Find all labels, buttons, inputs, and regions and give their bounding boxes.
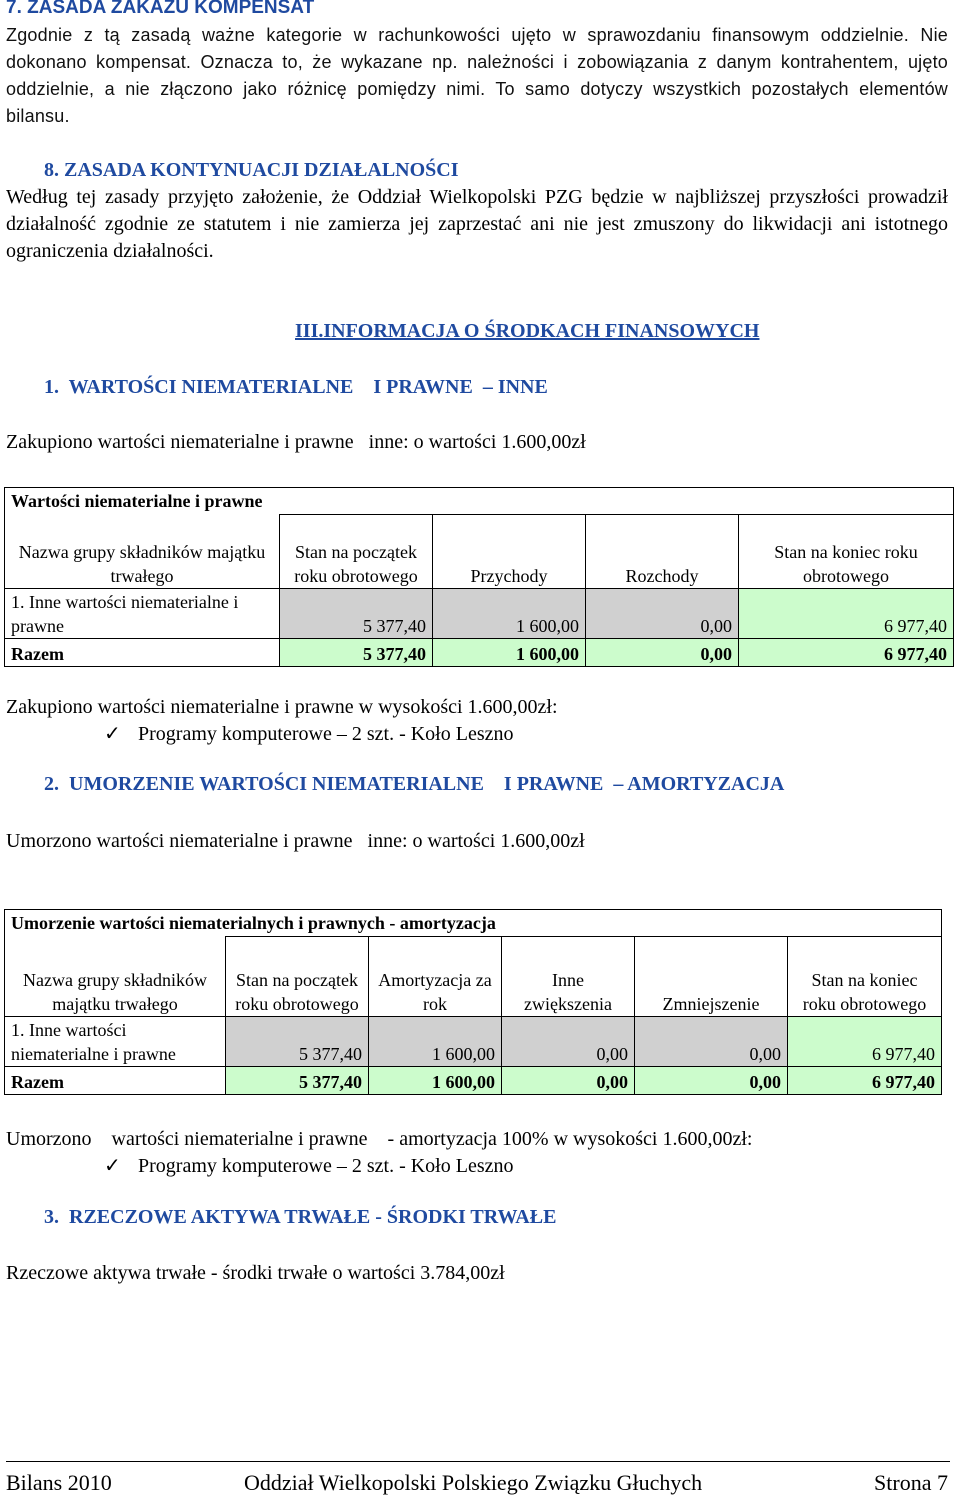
page-footer bbox=[6, 1461, 950, 1495]
item-1-after: Zakupiono wartości niematerialne i prawne w wysokości 1.600,00zł: bbox=[6, 696, 558, 718]
section-7-heading: 7. ZASADA ZAKAZU KOMPENSAT bbox=[6, 0, 315, 18]
header-end: Stan na koniec roku obrotowego bbox=[739, 515, 954, 589]
row-end: 6 977,40 bbox=[739, 589, 954, 639]
header-start: Stan na początek roku obrotowego bbox=[280, 515, 433, 589]
total-end: 6 977,40 bbox=[788, 1067, 942, 1095]
table-title: Wartości niematerialne i prawne bbox=[5, 488, 954, 515]
total-end: 6 977,40 bbox=[739, 639, 954, 667]
amortization-table bbox=[4, 909, 942, 1095]
total-start: 5 377,40 bbox=[280, 639, 433, 667]
bullet-text: Programy komputerowe – 2 szt. - Koło Leszno bbox=[138, 723, 514, 745]
row-income: 1 600,00 bbox=[433, 589, 586, 639]
item-1-bullet bbox=[104, 721, 513, 748]
row-label: 1. Inne wartości niematerialne i prawne bbox=[5, 589, 280, 639]
section-3-title: III.INFORMACJA O ŚRODKACH FINANSOWYCH bbox=[295, 320, 760, 342]
item-2-bullet bbox=[104, 1153, 513, 1180]
header-outflow: Rozchody bbox=[586, 515, 739, 589]
row-start: 5 377,40 bbox=[280, 589, 433, 639]
header-group: Nazwa grupy składników majątku trwałego bbox=[5, 515, 280, 589]
row-decrease: 0,00 bbox=[635, 1017, 788, 1067]
header-end: Stan na koniec roku obrotowego bbox=[788, 937, 942, 1017]
section-8-text: Według tej zasady przyjęto założenie, że Oddział Wielkopolski PZG będzie w najbliższej przyszłości prowadził działalność zgodnie ze statutem i nie zamierza jej zaprzestać ani nie jest zmuszony do likwidacji ani istotnego ograniczenia działalności. bbox=[6, 186, 948, 262]
item-1-heading: 1. WARTOŚCI NIEMATERIALNE I PRAWNE – INNE bbox=[44, 376, 548, 398]
footer-page-number: Strona 7 bbox=[874, 1470, 948, 1495]
checkmark-icon: ✓ bbox=[104, 723, 121, 745]
item-1-intro: Zakupiono wartości niematerialne i prawne inne: o wartości 1.600,00zł bbox=[6, 431, 586, 453]
table-title: Umorzenie wartości niematerialnych i prawnych - amortyzacja bbox=[5, 910, 942, 937]
row-amortization: 1 600,00 bbox=[369, 1017, 502, 1067]
footer-left: Bilans 2010 bbox=[6, 1470, 112, 1495]
total-label: Razem bbox=[5, 1067, 226, 1095]
header-income: Przychody bbox=[433, 515, 586, 589]
total-other-increase: 0,00 bbox=[502, 1067, 635, 1095]
total-amortization: 1 600,00 bbox=[369, 1067, 502, 1095]
header-amortization: Amortyzacja za rok bbox=[369, 937, 502, 1017]
total-decrease: 0,00 bbox=[635, 1067, 788, 1095]
row-label: 1. Inne wartości niematerialne i prawne bbox=[5, 1017, 226, 1067]
item-2-heading: 2. UMORZENIE WARTOŚCI NIEMATERIALNE I PRAWNE – AMORTYZACJA bbox=[44, 773, 785, 795]
section-8-heading: 8. ZASADA KONTYNUACJI DZIAŁALNOŚCI bbox=[44, 159, 459, 181]
item-3-heading: 3. RZECZOWE AKTYWA TRWAŁE - ŚRODKI TRWAŁE bbox=[44, 1206, 557, 1228]
bullet-text: Programy komputerowe – 2 szt. - Koło Leszno bbox=[138, 1155, 514, 1177]
row-other-increase: 0,00 bbox=[502, 1017, 635, 1067]
item-2-after: Umorzono wartości niematerialne i prawne - amortyzacja 100% w wysokości 1.600,00zł: bbox=[6, 1128, 753, 1150]
header-group: Nazwa grupy składników majątku trwałego bbox=[5, 937, 226, 1017]
item-2-intro: Umorzono wartości niematerialne i prawne inne: o wartości 1.600,00zł bbox=[6, 830, 585, 852]
section-7-text: Zgodnie z tą zasadą ważne kategorie w rachunkowości ujęto w sprawozdaniu finansowym oddzielnie. Nie dokonano kompensat. Oznacza to, że wykazane np. należności i zobowiązania z danym kontrahentem, ujęto oddzielnie, a nie złączono jako różnicę pomiędzy nimi. To samo dotyczy wszystkich pozostałych elementów bilansu. bbox=[6, 25, 948, 126]
total-outflow: 0,00 bbox=[586, 639, 739, 667]
item-3-text: Rzeczowe aktywa trwałe - środki trwałe o wartości 3.784,00zł bbox=[6, 1262, 505, 1284]
row-start: 5 377,40 bbox=[226, 1017, 369, 1067]
footer-center: Oddział Wielkopolski Polskiego Związku Głuchych bbox=[244, 1470, 703, 1495]
total-start: 5 377,40 bbox=[226, 1067, 369, 1095]
total-label: Razem bbox=[5, 639, 280, 667]
row-end: 6 977,40 bbox=[788, 1017, 942, 1067]
total-income: 1 600,00 bbox=[433, 639, 586, 667]
header-other-increase: Inne zwiększenia bbox=[502, 937, 635, 1017]
checkmark-icon: ✓ bbox=[104, 1155, 121, 1177]
header-start: Stan na początek roku obrotowego bbox=[226, 937, 369, 1017]
intangible-assets-table bbox=[4, 487, 954, 667]
header-decrease: Zmniejszenie bbox=[635, 937, 788, 1017]
row-outflow: 0,00 bbox=[586, 589, 739, 639]
